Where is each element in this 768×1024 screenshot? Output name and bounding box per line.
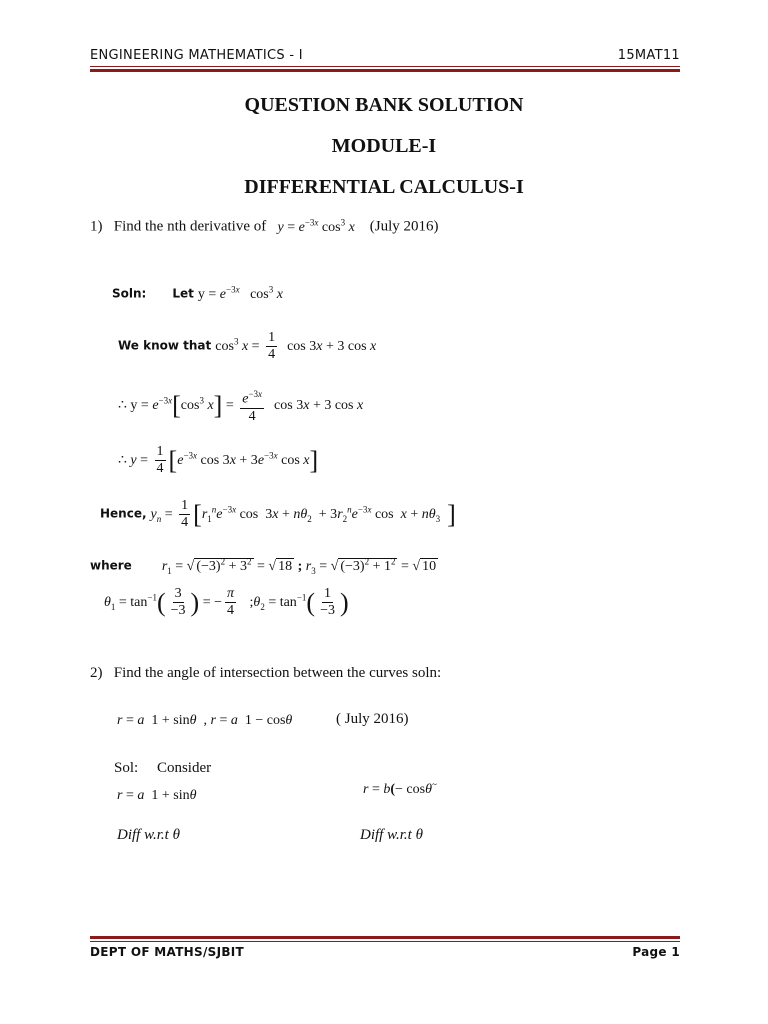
- footer-rule-thick: [90, 936, 680, 939]
- footer-left: DEPT OF MATHS/SJBIT: [90, 945, 245, 959]
- q1-step3: [118, 444, 318, 477]
- we-know-label: We know that: [118, 338, 212, 353]
- q1-theta-line: [104, 586, 349, 619]
- q1-number: 1): [90, 218, 103, 235]
- q1-source: (July 2016): [369, 218, 439, 235]
- title-question-bank: QUESTION BANK SOLUTION: [244, 94, 524, 116]
- q1-step2: [118, 386, 363, 425]
- curve1-equation: r = a 1 + sinθ: [117, 788, 197, 803]
- q2-sol-line: [114, 760, 211, 777]
- q1-text: Find the nth derivative of: [113, 218, 267, 235]
- soln-equation: $y = e^{-3x}$ $\cos^3 x$: [197, 284, 283, 302]
- title-module: MODULE-I: [331, 135, 437, 157]
- q2-text: Find the angle of intersection between the curves soln:: [113, 665, 442, 681]
- q2-curve2: [363, 779, 437, 798]
- title-topic: DIFFERENTIAL CALCULUS-I: [244, 176, 524, 198]
- header-left: ENGINEERING MATHEMATICS - I: [90, 48, 303, 63]
- radius-values: $r_1$ = √ $(-3)^2 + 3^2$ = √ 18 ; $r_3$ = √ $(-3)^2 + 1^2$ = √ 10: [161, 556, 437, 576]
- hence-label: Hence,: [100, 506, 147, 521]
- header-rule-thick: [90, 69, 680, 72]
- q2-curves-line: [117, 711, 292, 729]
- nth-derivative-equation: $y_n$ = $\frac{1}{4}$ [$r_1^ne^{-3x}$ $\cos 3x + n\theta_2 + 3r_2^ne^{-3x}$ $\cos x + n\theta_3$ ]: [150, 498, 456, 530]
- q2-number: 2): [90, 665, 103, 681]
- header-right: 15MAT11: [617, 48, 680, 63]
- soln-label: Soln:: [112, 286, 147, 301]
- where-label: where: [90, 558, 132, 573]
- header-rule-thin: [90, 66, 680, 67]
- sol-label: Sol:: [114, 760, 139, 776]
- footer-rule-thin: [90, 941, 680, 942]
- q2-curves: r = a 1 + sinθ , r = a 1 − cosθ: [117, 713, 293, 728]
- consider-label: Consider: [156, 760, 212, 776]
- footer-page-number: Page 1: [632, 945, 680, 959]
- q1-line: [90, 217, 439, 236]
- cube-identity: $\cos^3 x$ = $\frac{1}{4}$ cos 3x + 3 cos x: [215, 330, 377, 362]
- let-label: Let: [172, 286, 194, 301]
- q2-curve1: [117, 786, 196, 804]
- step3-equation: ∴ y = $\frac{1}{4}$ [$e^{-3x}$ $\cos 3x + 3e^{-3x}$ cos x]: [118, 444, 319, 476]
- q1-hence-line: [100, 498, 456, 531]
- q2-diff-left: Diff w.r.t θ: [117, 827, 180, 843]
- curve2-equation: r = b(− cosθ~: [363, 779, 437, 797]
- step2-equation: ∴ $y = e^{-3x}[\cos^3$ x] = $\frac{e^{-3x}}{4}$ cos 3x + 3 cos x: [118, 398, 363, 413]
- q2-line: [90, 665, 441, 682]
- q1-soln-line: [112, 284, 283, 303]
- q1-where-line: [90, 556, 438, 575]
- q1-identity-line: [118, 330, 376, 363]
- q2-diff-right: Diff w.r.t θ: [360, 827, 423, 843]
- theta-values: $\theta_1 = \tan^{-1}$( $\frac{3}{-3}$ ) = − $\frac{\pi}{4}$ $;\theta_2 = \tan^{-1}$( $\frac{1}{-3}$ ): [104, 586, 349, 618]
- q2-source: ( July 2016): [336, 711, 409, 727]
- q1-function: $y = e^{-3x}$ $\cos^3 x$: [277, 217, 355, 235]
